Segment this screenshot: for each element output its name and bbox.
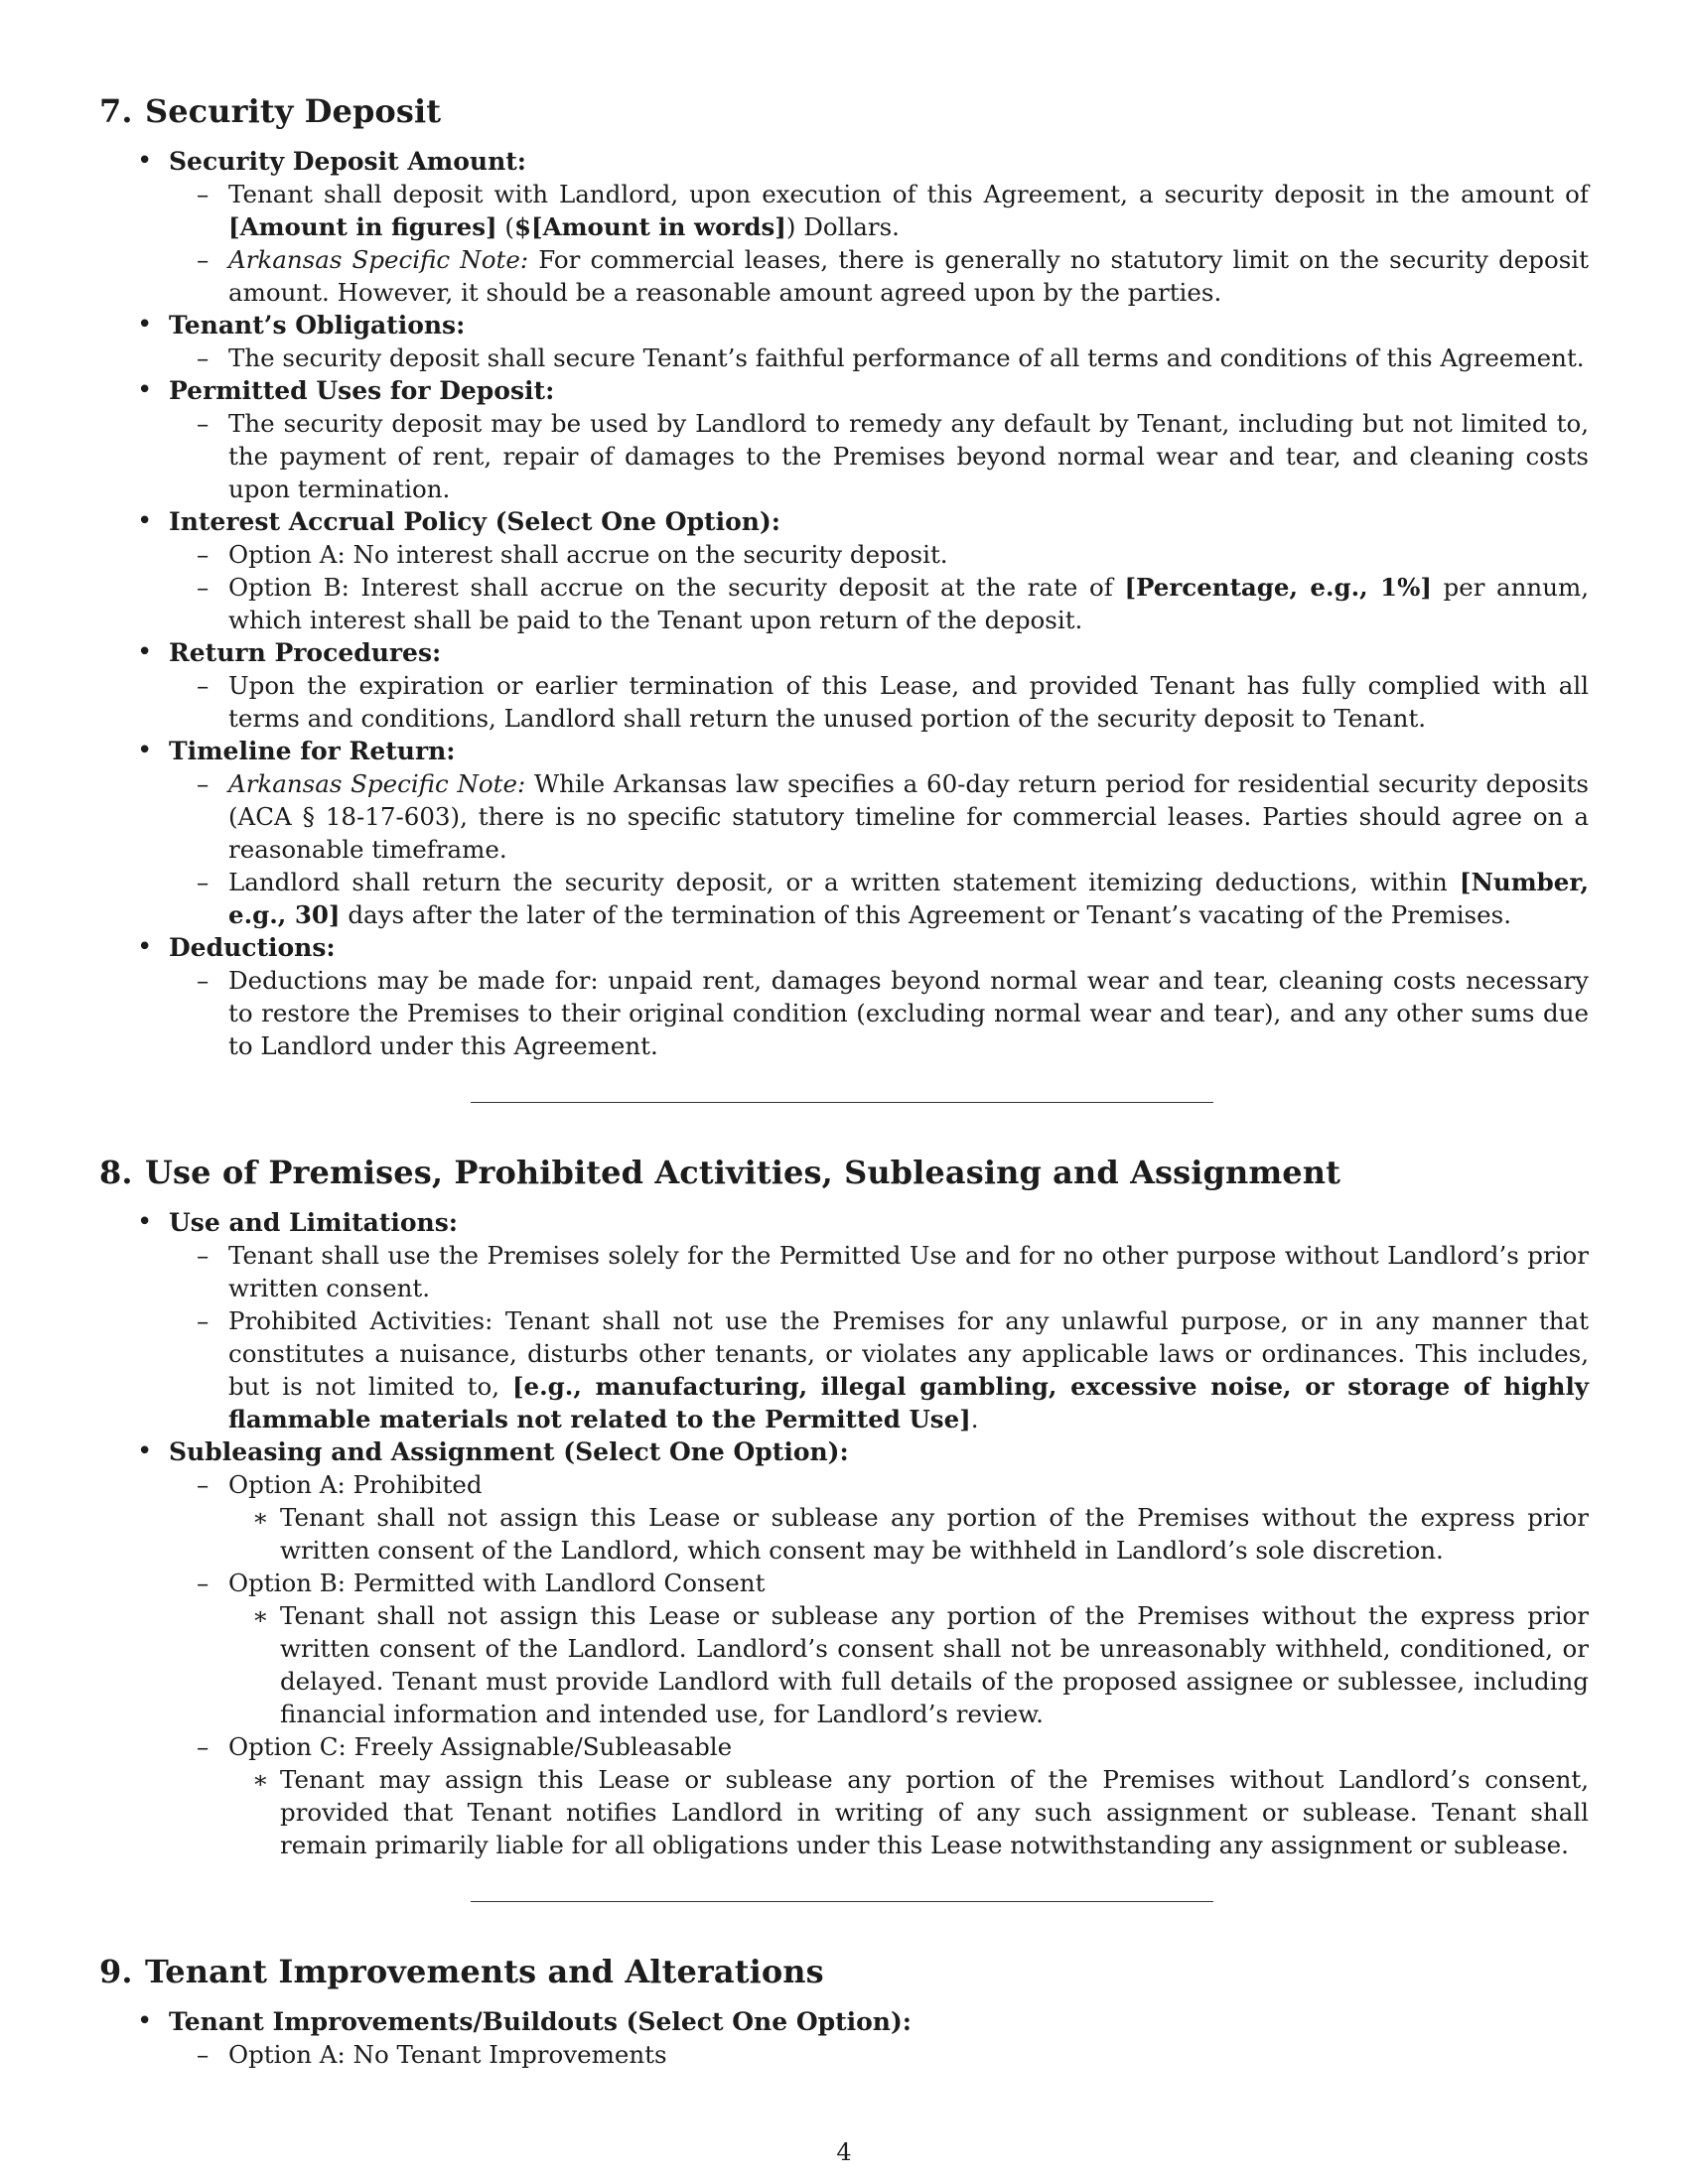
section-8-list (99, 1206, 1589, 1861)
sub-sub-item: ∗ Tenant shall not assign this Lease or sublease any portion of the Premises without the express prior written consent of the Landlord. Landlord’s consent shall not be unreasonably withheld, conditioned, or delayed. Tenant must provide Landlord with full details of the proposed assignee or sublessee, including financial information and intended use, for Landlord’s review. (228, 1599, 1589, 1730)
sub-item: – Option A: Prohibited ∗ Tenant shall not assign this Lease or sublease any portion of the Premises without the express prior written consent of the Landlord, which consent may be withheld in Landlord’s sole discretion. (169, 1468, 1589, 1567)
item-heading: • Deductions: (169, 933, 336, 962)
list-item (99, 309, 1589, 374)
list-item (99, 1206, 1589, 1435)
section-9 (99, 1952, 1589, 2071)
section-8 (99, 1153, 1589, 1861)
list-item (99, 931, 1589, 1062)
item-heading: • Interest Accrual Policy (Select One Option): (169, 507, 781, 536)
item-heading: • Return Procedures: (169, 638, 442, 667)
item-heading: • Security Deposit Amount: (169, 147, 527, 176)
sub-item: – Landlord shall return the security deposit, or a written statement itemizing deductions, within [Number, e.g., 30] days after the later of the termination of this Agreement or Tenant’s vacating of the Premises. (169, 866, 1589, 931)
item-heading: • Tenant Improvements/Buildouts (Select One Option): (169, 2007, 913, 2036)
list-item (99, 505, 1589, 636)
sub-item: – Option B: Permitted with Landlord Consent ∗ Tenant shall not assign this Lease or sublease any portion of the Premises without the express prior written consent of the Landlord. Landlord’s consent shall not be unreasonably withheld, conditioned, or delayed. Tenant must provide Landlord with full details of the proposed assignee or sublessee, including financial information and intended use, for Landlord’s review. (169, 1567, 1589, 1730)
item-heading: • Use and Limitations: (169, 1208, 459, 1237)
section-8-heading: 8. Use of Premises, Prohibited Activities, Subleasing and Assignment (99, 1154, 1340, 1191)
sub-sub-item: ∗ Tenant may assign this Lease or sublease any portion of the Premises without Landlord’s consent, provided that Tenant notifies Landlord in writing of any such assignment or sublease. Tenant shall remain primarily liable for all obligations under this Lease notwithstanding any assignment or sublease. (228, 1763, 1589, 1861)
sub-item: – Arkansas Specific Note: While Arkansas law specifies a 60-day return period for residential security deposits (ACA § 18-17-603), there is no specific statutory timeline for commercial leases. Parties should agree on a reasonable timeframe. (169, 767, 1589, 866)
item-heading: • Permitted Uses for Deposit: (169, 376, 555, 405)
list-item (99, 636, 1589, 735)
list-item (99, 1435, 1589, 1861)
sub-sub-item: ∗ Tenant shall not assign this Lease or sublease any portion of the Premises without the express prior written consent of the Landlord, which consent may be withheld in Landlord’s sole discretion. (228, 1501, 1589, 1567)
sub-item: – Arkansas Specific Note: For commercial leases, there is generally no statutory limit on the security deposit amount. However, it should be a reasonable amount agreed upon by the parties. (169, 243, 1589, 309)
section-7 (99, 91, 1589, 1062)
section-7-list (99, 145, 1589, 1062)
sub-item: – Tenant shall deposit with Landlord, upon execution of this Agreement, a security deposit in the amount of [Amount in figures] ($[Amount in words]) Dollars. (169, 178, 1589, 243)
document-page (99, 91, 1589, 2071)
page-number: 4 (836, 2138, 852, 2166)
item-heading: • Timeline for Return: (169, 737, 456, 765)
sub-item: – Upon the expiration or earlier termination of this Lease, and provided Tenant has fully complied with all terms and conditions, Landlord shall return the unused portion of the security deposit to Tenant. (169, 669, 1589, 735)
sub-item: – Tenant shall use the Premises solely for the Permitted Use and for no other purpose without Landlord’s prior written consent. (169, 1239, 1589, 1304)
sub-item: – Option B: Interest shall accrue on the security deposit at the rate of [Percentage, e.g., 1%] per annum, which interest shall be paid to the Tenant upon return of the deposit. (169, 571, 1589, 636)
item-heading: • Tenant’s Obligations: (169, 311, 466, 340)
list-item (99, 735, 1589, 931)
section-7-heading: 7. Security Deposit (99, 92, 442, 130)
sub-item: – Option A: No interest shall accrue on the security deposit. (169, 538, 1589, 571)
sub-item: – Deductions may be made for: unpaid rent, damages beyond normal wear and tear, cleaning costs necessary to restore the Premises to their original condition (excluding normal wear and tear), and any other sums due to Landlord under this Agreement. (169, 964, 1589, 1062)
sub-item: – Option A: No Tenant Improvements (169, 2038, 1589, 2071)
list-item (99, 374, 1589, 505)
list-item (99, 2005, 1589, 2071)
item-heading: • Subleasing and Assignment (Select One Option): (169, 1437, 849, 1466)
section-9-list (99, 2005, 1589, 2071)
list-item (99, 145, 1589, 309)
sub-item: – The security deposit shall secure Tenant’s faithful performance of all terms and conditions of this Agreement. (169, 341, 1589, 374)
sub-item: – The security deposit may be used by Landlord to remedy any default by Tenant, including but not limited to, the payment of rent, repair of damages to the Premises beyond normal wear and tear, and cleaning costs upon termination. (169, 407, 1589, 505)
sub-item: – Option C: Freely Assignable/Subleasable ∗ Tenant may assign this Lease or sublease any portion of the Premises without Landlord’s consent, provided that Tenant notifies Landlord in writing of any such assignment or sublease. Tenant shall remain primarily liable for all obligations under this Lease notwithstanding any assignment or sublease. (169, 1730, 1589, 1861)
section-9-heading: 9. Tenant Improvements and Alterations (99, 1953, 824, 1990)
section-divider (471, 1901, 1213, 1902)
sub-item: – Prohibited Activities: Tenant shall not use the Premises for any unlawful purpose, or in any manner that constitutes a nuisance, disturbs other tenants, or violates any applicable laws or ordinances. This includes, but is not limited to, [e.g., manufacturing, illegal gambling, excessive noise, or storage of highly flammable materials not related to the Permitted Use]. (169, 1304, 1589, 1435)
section-divider (471, 1102, 1213, 1103)
